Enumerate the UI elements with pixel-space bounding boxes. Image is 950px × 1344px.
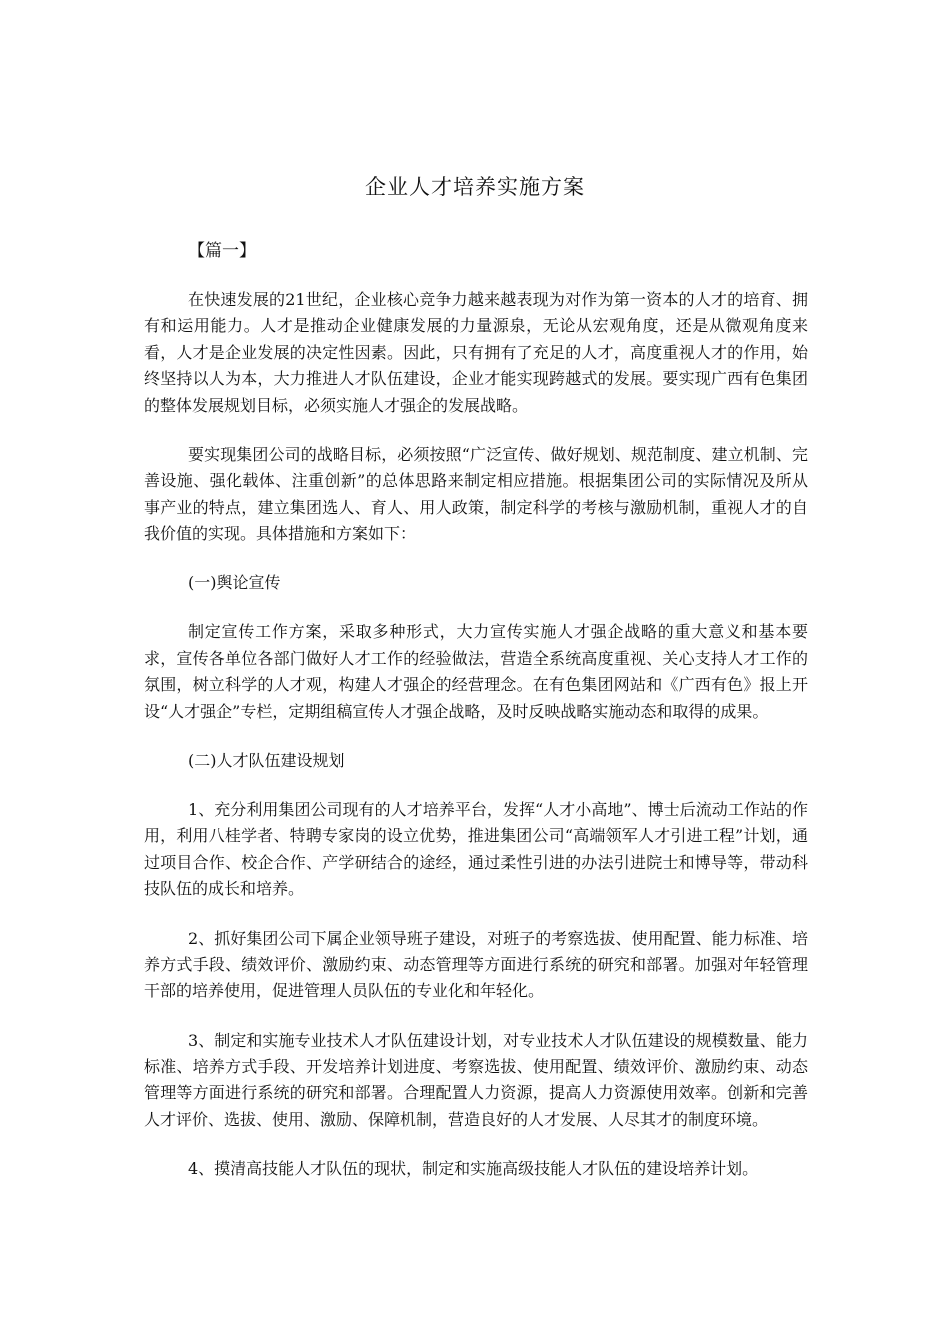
section-tag: 【篇一】 bbox=[188, 241, 256, 261]
paragraph-publicity: 制定宣传工作方案，采取多种形式，大力宣传实施人才强企战略的重大意义和基本要求，宣传各单位各部门做好人才工作的经验做法，营造全系统高度重视、关心支持人才工作的氛围，树立科学的人才观，构建人才强企的经营理念。在有色集团网站和《广西有色》报上开设“人才强企”专栏，定期组稿宣传人才强企战略，及时反映战略实施动态和取得的成果。 bbox=[144, 622, 808, 721]
heading-talent-planning: (二)人才队伍建设规划 bbox=[188, 750, 345, 770]
heading-publicity: (一)舆论宣传 bbox=[188, 573, 281, 593]
paragraph-item-3: 3、制定和实施专业技术人才队伍建设计划，对专业技术人才队伍建设的规模数量、能力标准、培养方式手段、开发培养计划进度、考察选拔、使用配置、绩效评价、激励约束、动态管理等方面进行系统的研究和部署。合理配置人力资源，提高人力资源使用效率。创新和完善人才评价、选拔、使用、激励、保障机制，营造良好的人才发展、人尽其才的制度环境。 bbox=[144, 1030, 808, 1129]
document-body bbox=[144, 287, 808, 1205]
paragraph-strategy: 要实现集团公司的战略目标，必须按照“广泛宣传、做好规划、规范制度、建立机制、完善设施、强化载体、注重创新”的总体思路来制定相应措施。根据集团公司的实际情况及所从事产业的特点，建立集团选人、育人、用人政策，制定科学的考核与激励机制，重视人才的自我价值的实现。具体措施和方案如下： bbox=[144, 444, 808, 544]
paragraph-item-2: 2、抓好集团公司下属企业领导班子建设，对班子的考察选拔、使用配置、能力标准、培养方式手段、绩效评价、激励约束、动态管理等方面进行系统的研究和部署。加强对年轻管理干部的培养使用，促进管理人员队伍的专业化和年轻化。 bbox=[144, 928, 808, 1001]
document-title: 企业人才培养实施方案 bbox=[365, 175, 585, 199]
paragraph-intro: 在快速发展的21世纪，企业核心竞争力越来越表现为对作为第一资本的人才的培育、拥有和运用能力。人才是推动企业健康发展的力量源泉，无论从宏观角度，还是从微观角度来看，人才是企业发展的决定性因素。因此，只有拥有了充足的人才，高度重视人才的作用，始终坚持以人为本，大力推进人才队伍建设，企业才能实现跨越式的发展。要实现广西有色集团的整体发展规划目标，必须实施人才强企的发展战略。 bbox=[144, 290, 808, 415]
paragraph-item-4: 4、摸清高技能人才队伍的现状，制定和实施高级技能人才队伍的建设培养计划。 bbox=[188, 1158, 759, 1178]
paragraph-item-1: 1、充分利用集团公司现有的人才培养平台，发挥“人才小高地”、博士后流动工作站的作用，利用八桂学者、特聘专家岗的设立优势，推进集团公司“高端领军人才引进工程”计划，通过项目合作、校企合作、产学研结合的途经，通过柔性引进的办法引进院士和博导等，带动科技队伍的成长和培养。 bbox=[144, 800, 808, 899]
